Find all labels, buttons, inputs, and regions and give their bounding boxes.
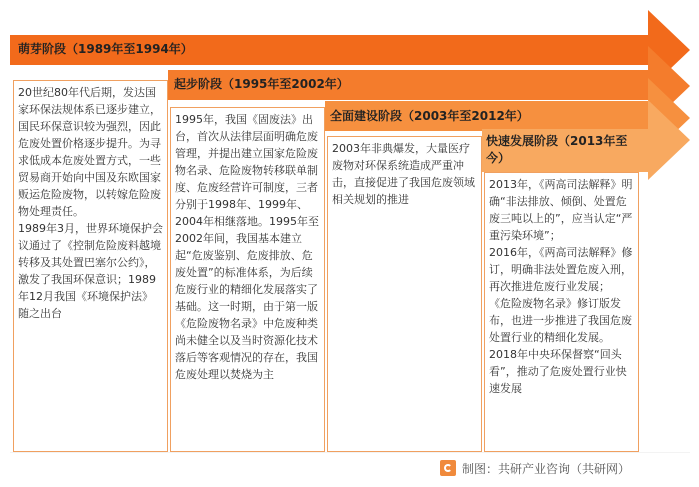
stage-2-description: 1995年，我国《固废法》出台，首次从法律层面明确危废管理，并提出建立国家危险废物名录、危险废物转移联单制度、危废经营许可制度，三者分别于1998年、1999年、2004年相继落地。1995年至2002年间，我国基本建立起“危废鉴别、危废排放、危废处置”的标准体系，为后续危废行业的精细化发展落实了基础。这一时期，由于第一版《危险废物名录》中危废种类尚未健全以及当时资源化技术落后等客观情况的存在，我国危废处理以焚烧为主 [170,107,325,452]
stage-1-description: 20世纪80年代后期，发达国家环保法规体系已逐步建立，国民环保意识较为强烈，因此危废处置价格逐步提升。为寻求低成本危废处置方式，一些贸易商开始向中国及东欧国家贩运危险废物，以转嫁危险废物处理责任。 1989年3月，世界环境保护会议通过了《控制危险废料越境转移及其处置巴塞尔公约》，激发了我国环保意识；1989年12月我国《环境保护法》随之出台 [13,80,168,452]
stage-3-description: 2003年非典爆发，大量医疗废物对环保系统造成严重冲击，直接促进了我国危废领域相关规划的推进 [327,136,482,452]
footer [440,456,690,480]
stage-2-title: 起步阶段（1995年至2002年） [174,77,349,91]
stage-3-title: 全面建设阶段（2003年至2012年） [330,109,529,123]
gongyan-logo-icon [440,460,456,476]
footer-credit: 制图：共研产业咨询（共研网） [462,461,631,476]
stage-4-title: 快速发展阶段（2013年至今） [486,134,628,165]
stage-4-description: 2013年，《两高司法解释》明确“非法排放、倾倒、处置危废三吨以上的”，应当认定“严重污染环境”； 2016年，《两高司法解释》修订，明确非法处置危废入刑，再次推进危废行业发展； 《危险废物名录》修订版发布，也进一步推进了我国危废处置行业的精细化发展。 2018年中央环保督察“回头看”，推动了危废处置行业快速发展 [484,172,639,452]
footer-divider [10,452,690,453]
stage-1-title: 萌芽阶段（1989年至1994年） [18,42,193,56]
